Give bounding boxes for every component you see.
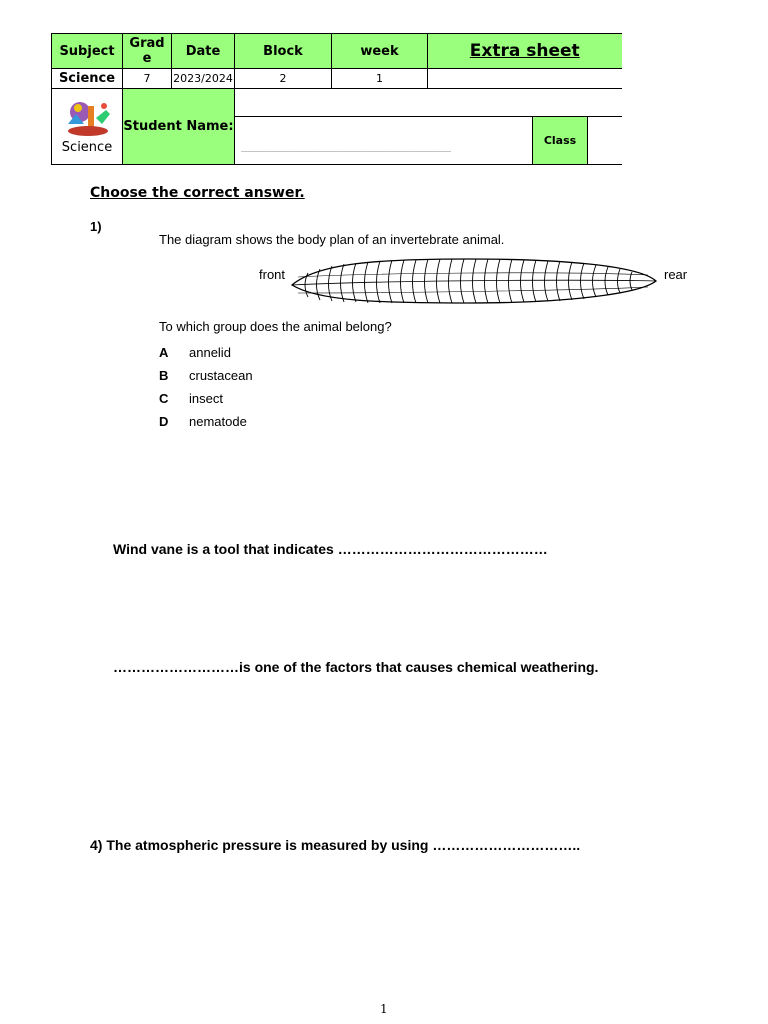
header-table (51, 33, 622, 165)
subject-value: Science (52, 69, 123, 89)
question1-stem: The diagram shows the body plan of an invertebrate animal. (159, 232, 505, 247)
option-text: nematode (189, 414, 247, 429)
option-letter: B (159, 368, 169, 383)
sheet-title: Extra sheet (428, 34, 622, 69)
front-label: front (259, 267, 286, 282)
block-value: 2 (235, 69, 332, 89)
subject-header: Subject (52, 34, 123, 69)
date-value: 2023/2024 (172, 69, 235, 89)
instruction-heading: Choose the correct answer. (90, 185, 305, 201)
logo-caption: Science (61, 140, 113, 155)
option-b[interactable] (159, 368, 253, 383)
grade-value: 7 (123, 69, 172, 89)
option-c[interactable] (159, 391, 223, 406)
block-header: Block (235, 34, 332, 69)
grade-header: Grad e (123, 34, 172, 69)
option-d[interactable] (159, 414, 247, 429)
science-clipart-icon (58, 98, 116, 138)
title-blank (428, 69, 622, 89)
option-text: annelid (189, 345, 231, 360)
question4-text: 4) The atmospheric pressure is measured by using ………………………….. (90, 837, 581, 853)
question1-ask: To which group does the animal belong? (159, 319, 392, 334)
option-letter: C (159, 391, 169, 406)
student-name-label: Student Name: (123, 89, 235, 165)
option-text: crustacean (189, 368, 253, 383)
option-text: insect (189, 391, 223, 406)
worm-diagram (288, 255, 660, 307)
class-field[interactable] (588, 117, 622, 165)
page-number: 1 (380, 1002, 388, 1016)
question1-number: 1) (90, 219, 102, 234)
option-letter: D (159, 414, 169, 429)
question3-text: ………………………is one of the factors that causes chemical weathering. (113, 659, 599, 675)
student-name-blank (235, 89, 622, 117)
rear-label: rear (664, 267, 688, 282)
student-name-field[interactable]: …………………………………………………………………………………………… (235, 117, 533, 165)
week-header: week (332, 34, 428, 69)
science-logo (52, 89, 123, 165)
class-label: Class (533, 117, 588, 165)
option-letter: A (159, 345, 169, 360)
date-header: Date (172, 34, 235, 69)
question2-text: Wind vane is a tool that indicates ……………………………………… (113, 541, 548, 557)
week-value: 1 (332, 69, 428, 89)
option-a[interactable] (159, 345, 231, 360)
